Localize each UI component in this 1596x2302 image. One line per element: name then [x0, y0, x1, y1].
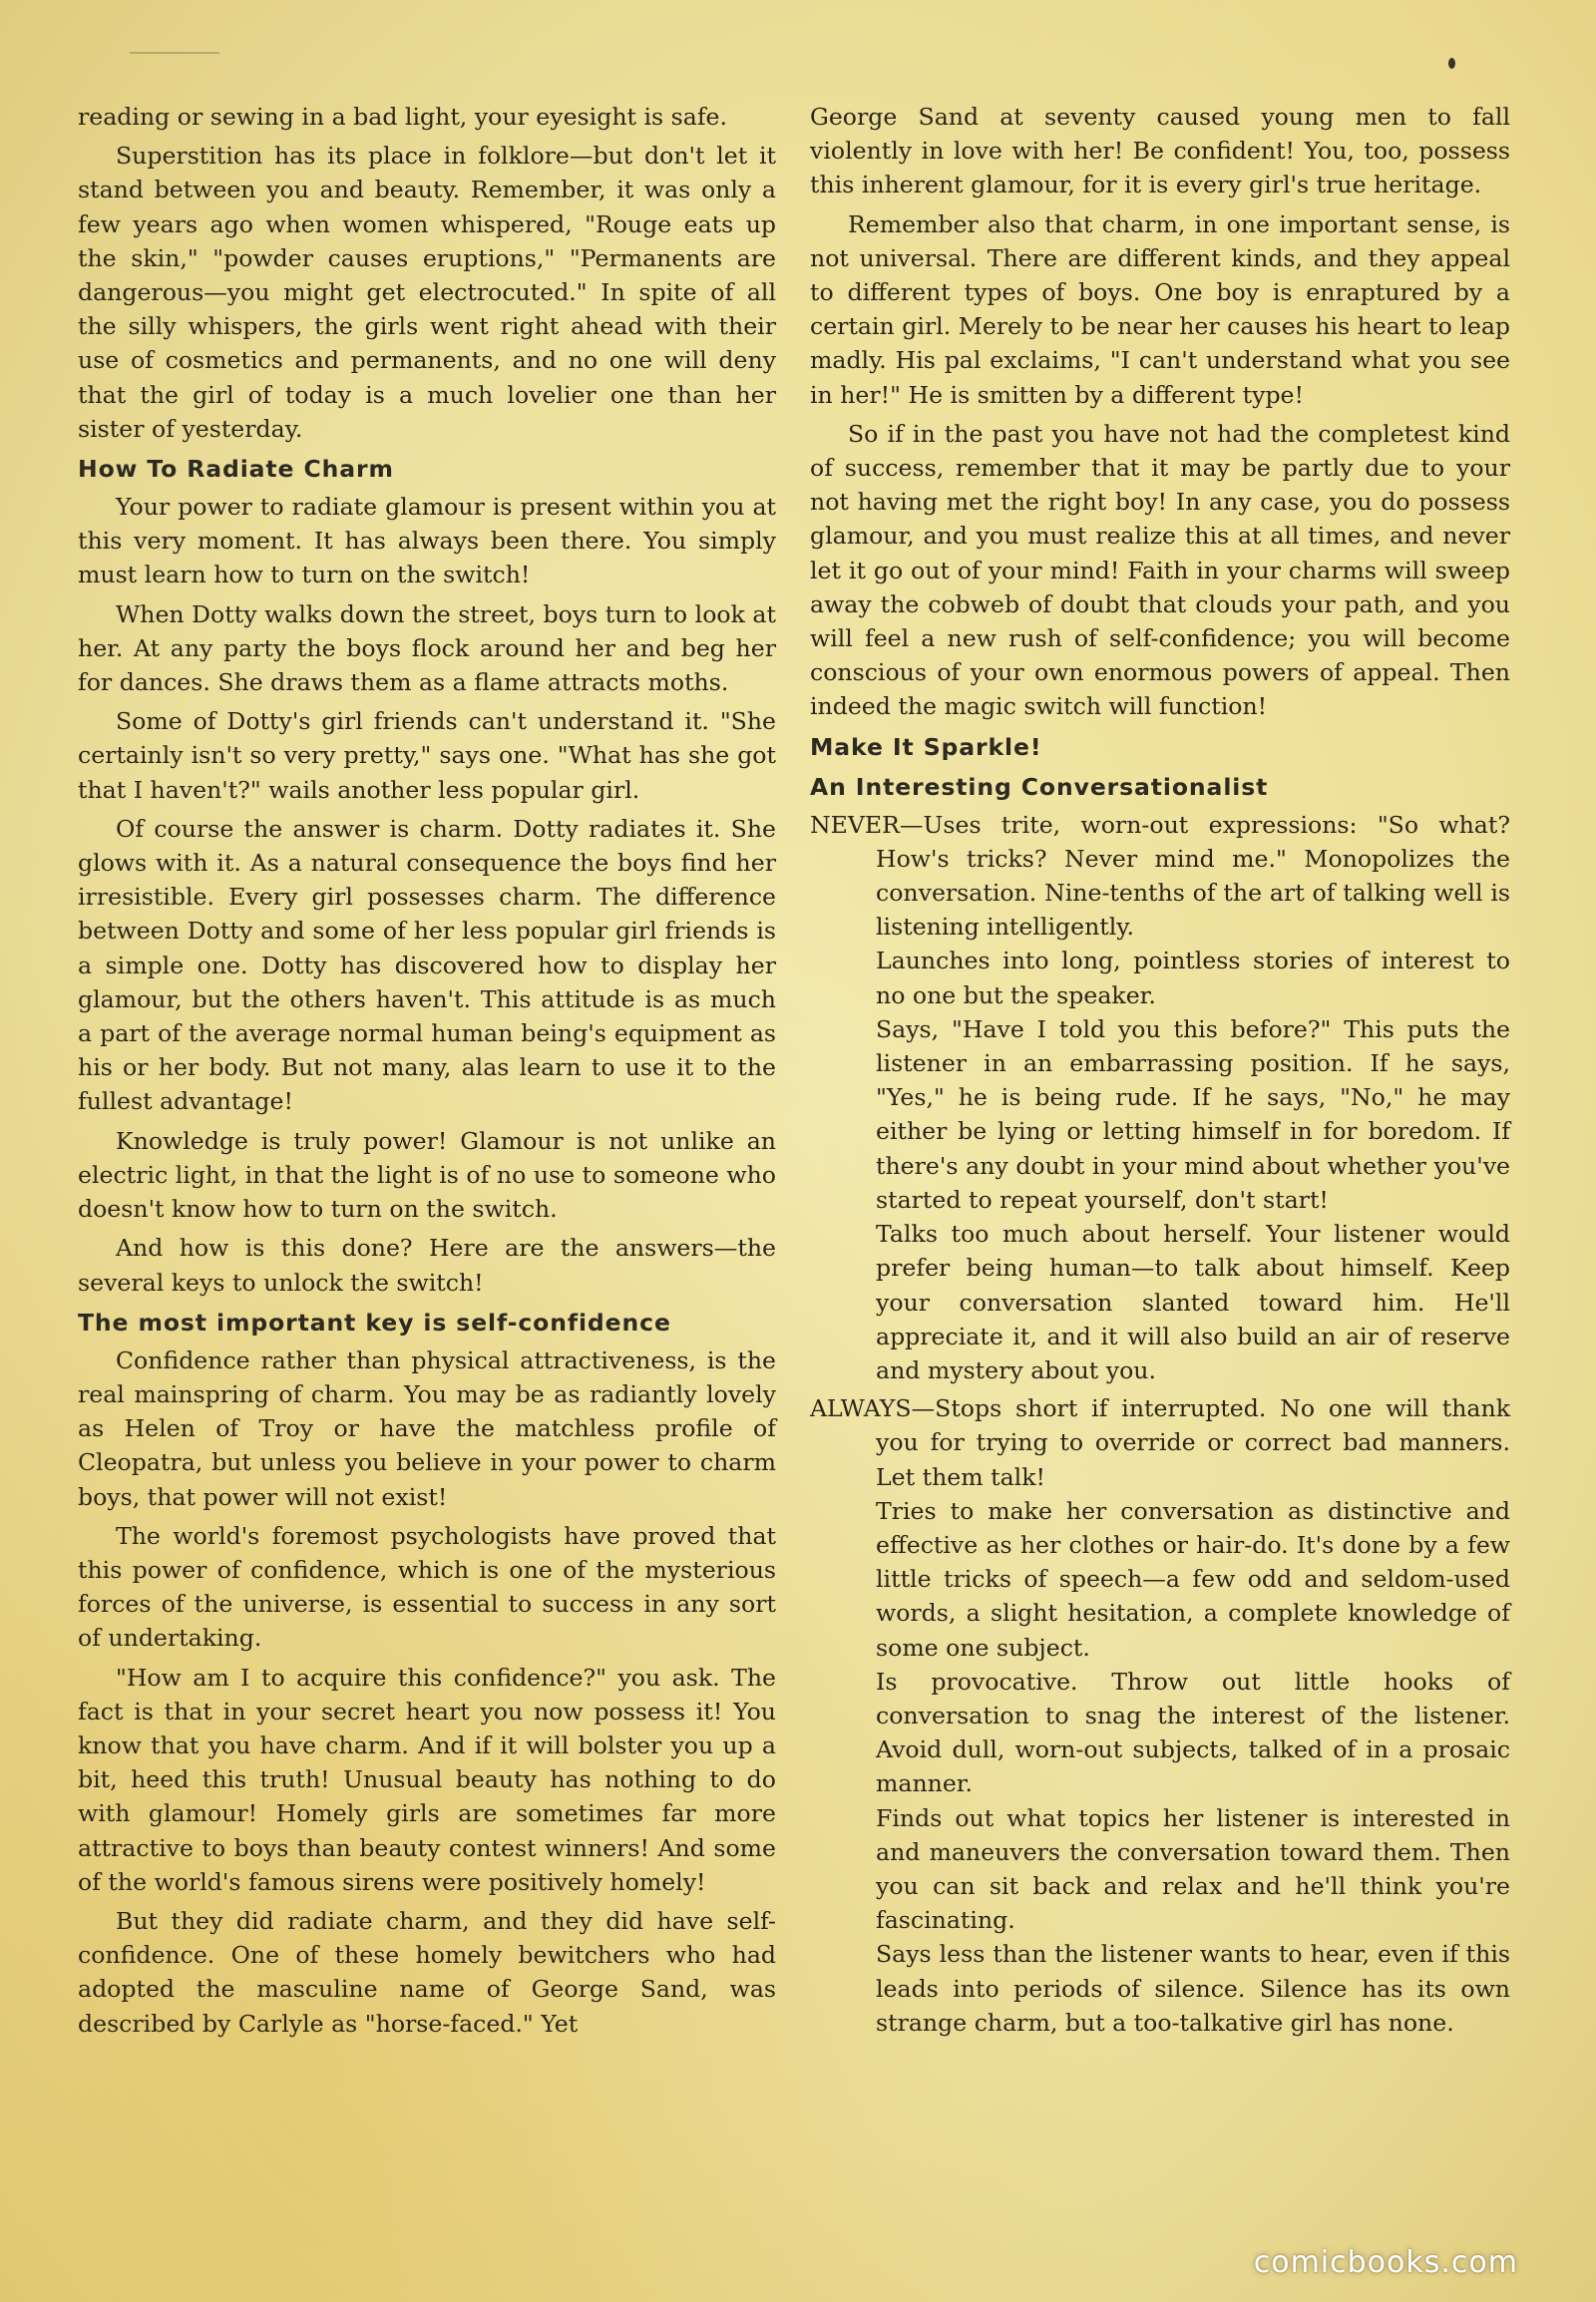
never-list: [810, 808, 1510, 1387]
list-label: ALWAYS—: [810, 1394, 936, 1423]
top-edge-mark: [130, 52, 219, 54]
list-lead-item: [810, 808, 1510, 945]
list-item: Launches into long, pointless stories of interest to no one but the speaker.: [876, 947, 1510, 1009]
paragraph: Your power to radiate glamour is present within you at this very moment. It has always been there. You simply must learn how to turn on the switch!: [78, 493, 776, 589]
list-item-text: Stops short if interrupted. No one will thank you for trying to override or correct bad manners. Let them talk!: [876, 1394, 1510, 1491]
paragraph: So if in the past you have not had the completest kind of success, remember that it may be partly due to your not having met the right boy! In any case, you do possess glamour, and you must realize this at all times, and never let it go out of your mind! Faith in your charms will sweep away the cobweb of doubt that clouds your path, and you will feel a new rush of self-confidence; you will become conscious of your own enormous powers of appeal. Then indeed the magic switch will function!: [810, 419, 1510, 721]
paragraph: reading or sewing in a bad light, your eyesight is safe.: [78, 103, 728, 131]
paragraph: Some of Dotty's girl friends can't understand it. "She certainly isn't so very pretty," says one. "What has she got that I haven't?" wails another less popular girl.: [78, 707, 776, 804]
section-heading: An Interesting Conversationalist: [810, 772, 1269, 801]
section-heading: Make It Sparkle!: [810, 732, 1042, 761]
paragraph: Of course the answer is charm. Dotty radiates it. She glows with it. As a natural consequence the boys find her irresistible. Every girl possesses charm. The difference between Dotty and some of her less popular girl friends is a simple one. Dotty has discovered how to display her glamour, but the others haven't. This attitude is as much a part of the average normal human being's equipment as his or her body. But not many, alas learn to use it to the fullest advantage!: [78, 814, 776, 1116]
section-heading: How To Radiate Charm: [78, 455, 394, 484]
list-item: Finds out what topics her listener is interested in and maneuvers the conversation toward them. Then you can sit back and relax and he'll think you're fascinating.: [876, 1803, 1510, 1935]
paragraph: Remember also that charm, in one important sense, is not universal. There are different kinds, and they appeal to different types of boys. One boy is enraptured by a certain girl. Merely to be near her causes his heart to leap madly. His pal exclaims, "I can't understand what you see in her!" He is smitten by a different type!: [810, 209, 1510, 409]
paragraph: "How am I to acquire this confidence?" you ask. The fact is that in your secret heart you now possess it! You know that you have charm. And if it will bolster you up a bit, heed this truth! Unusual beauty has nothing to do with glamour! Homely girls are sometimes far more attractive to boys than beauty contest winners! And some of the world's famous sirens were positively homely!: [78, 1663, 776, 1896]
paragraph: Confidence rather than physical attractiveness, is the real mainspring of charm. You may be as radiantly lovely as Helen of Troy or have the matchless profile of Cleopatra, but unless you believe in your power to charm boys, that power will not exist!: [78, 1345, 776, 1511]
paragraph: George Sand at seventy caused young men to fall violently in love with her! Be confident! You, too, possess this inherent glamour, for it is every girl's true heritage.: [810, 103, 1510, 199]
paragraph: And how is this done? Here are the answers—the several keys to unlock the switch!: [78, 1234, 776, 1297]
never-items: [810, 808, 1510, 1387]
right-column: [810, 100, 1510, 2044]
always-list: [810, 1391, 1510, 2040]
list-item: Says less than the listener wants to hear, even if this leads into periods of silence. Silence has its own strange charm, but a too-talkative girl has none.: [876, 1940, 1510, 2037]
right-column-intro: [810, 100, 1510, 804]
paragraph: When Dotty walks down the street, boys turn to look at her. At any party the boys flock around her and beg her for dances. She draws them as a flame attracts moths.: [78, 599, 776, 697]
left-column: [78, 100, 776, 2046]
section-heading: The most important key is self-confidence: [78, 1308, 671, 1337]
paragraph: The world's foremost psychologists have proved that this power of confidence, which is one of the mysterious forces of the universe, is essential to success in any sort of undertaking.: [78, 1521, 776, 1653]
list-item: Tries to make her conversation as distinctive and effective as her clothes or hair-do. It's done by a few little tricks of speech—a few odd and seldom-used words, a slight hesitation, a complete knowledge of some one subject.: [876, 1496, 1510, 1662]
watermark: comicbooks.com: [1253, 2245, 1518, 2280]
list-label: NEVER—: [810, 810, 924, 839]
list-lead-item: [810, 1391, 1510, 1494]
paragraph: Knowledge is truly power! Glamour is not unlike an electric light, in that the light is of no use to someone who doesn't know how to turn on the switch.: [78, 1126, 776, 1224]
list-item: Is provocative. Throw out little hooks of conversation to snag the interest of the listener. Avoid dull, worn-out subjects, talked of in a prosaic manner.: [876, 1667, 1510, 1798]
paragraph: But they did radiate charm, and they did have self-confidence. One of these homely bewitchers who had adopted the masculine name of George Sand, was described by Carlyle as "horse-faced." Yet: [78, 1906, 776, 2038]
always-items: [810, 1391, 1510, 2040]
list-item-text: Uses trite, worn-out expressions: "So what? How's tricks? Never mind me." Monopolizes the conversation. Nine-tenths of the art of talking well is listening intelligently.: [876, 810, 1510, 942]
paragraph: Superstition has its place in folklore—but don't let it stand between you and beauty. Remember, it was only a few years ago when women whispered, "Rouge eats up the skin," "powder causes eruptions," "Permanents are dangerous—you might get electrocuted." In spite of all the silly whispers, the girls went right ahead with their use of cosmetics and permanents, and no one will deny that the girl of today is a much lovelier one than her sister of yesterday.: [78, 142, 776, 443]
print-speck: [1448, 58, 1455, 69]
list-item: Says, "Have I told you this before?" This puts the listener in an embarrassing position. If he says, "Yes," he is being rude. If he says, "No," he may either be lying or letting himself in for boredom. If there's any doubt in your mind about whether you've started to repeat yourself, don't start!: [876, 1014, 1510, 1214]
list-item: Talks too much about herself. Your listener would prefer being human—to talk about himself. Keep your conversation slanted toward him. He'll appreciate it, and it will also build an air of reserve and mystery about you.: [876, 1220, 1510, 1384]
